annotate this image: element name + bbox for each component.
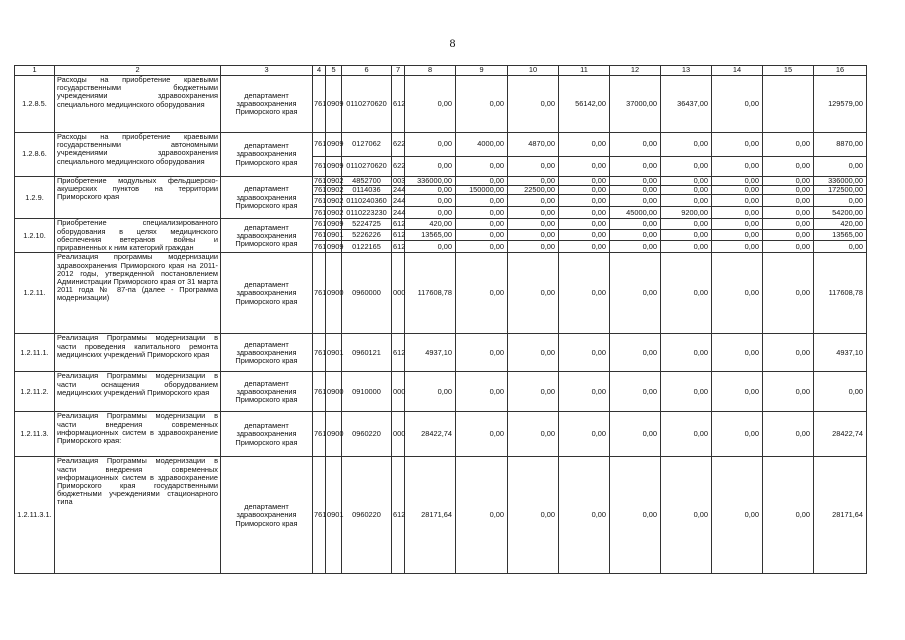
table-row	[15, 334, 867, 372]
amount-cell: 45000,00	[610, 207, 661, 219]
amount-cell: 0,00	[610, 412, 661, 457]
target-article-code: 0110270620	[342, 76, 392, 133]
ministry-code: 761	[313, 195, 326, 207]
target-article-code: 0910000	[342, 372, 392, 412]
amount-cell: 0,00	[661, 157, 712, 177]
target-article-code: 5226226	[342, 230, 392, 241]
ministry-code: 761	[313, 334, 326, 372]
amount-cell: 0,00	[405, 372, 456, 412]
section-code: 0902	[326, 195, 342, 207]
amount-cell: 150000,00	[456, 186, 508, 195]
amount-cell: 117608,78	[814, 253, 867, 334]
amount-cell: 54200,00	[814, 207, 867, 219]
table-row	[15, 412, 867, 457]
amount-cell: 0,00	[763, 207, 814, 219]
expense-type-code: 003	[393, 176, 406, 185]
amount-cell: 0,00	[712, 241, 763, 253]
expense-type-code: 622	[392, 133, 405, 157]
amount-cell: 0,00	[712, 457, 763, 574]
amount-cell: 0,00	[456, 76, 508, 133]
amount-cell: 0,00	[814, 157, 867, 177]
item-code: 1.2.8.6.	[15, 133, 55, 177]
budget-table	[14, 65, 867, 574]
amount-cell: 0,00	[712, 412, 763, 457]
amount-cell: 9200,00	[661, 207, 712, 219]
amount-cell: 0,00	[763, 133, 814, 157]
table-row	[15, 457, 867, 574]
target-article-code: 0960220	[342, 412, 392, 457]
amount-cell: 0,00	[712, 76, 763, 133]
expense-type-code: 612	[393, 219, 406, 229]
amount-cell: 0,00	[712, 334, 763, 372]
expense-type-code: 244	[393, 185, 406, 195]
expense-type-code: 622	[392, 157, 405, 177]
item-code: 1.2.11.3.	[15, 412, 55, 457]
amount-cell: 0,00	[763, 219, 814, 230]
col-header: 12	[610, 66, 661, 76]
amount-cell: 0,00	[610, 241, 661, 253]
amount-cell: 0,00	[508, 372, 559, 412]
amount-cell: 336000,00	[814, 177, 867, 186]
amount-cell: 0,00	[559, 219, 610, 230]
item-code: 1.2.9.	[15, 177, 55, 219]
amount-cell: 28171,64	[405, 457, 456, 574]
amount-cell: 0,00	[559, 133, 610, 157]
amount-cell: 0,00	[661, 219, 712, 230]
responsible-department: департамент здравоохранения Приморского края	[221, 412, 313, 457]
amount-cell: 0,00	[559, 186, 610, 195]
responsible-department: департамент здравоохранения Приморского края	[221, 219, 313, 253]
amount-cell: 13565,00	[405, 230, 456, 241]
amount-cell: 0,00	[763, 186, 814, 195]
amount-cell: 0,00	[661, 133, 712, 157]
responsible-department: департамент здравоохранения Приморского края	[221, 372, 313, 412]
item-code: 1.2.11.3.1.	[15, 457, 55, 574]
amount-cell: 0,00	[405, 76, 456, 133]
item-description: Расходы на приобретение краевыми государственными автономными учреждениями здравоохранения специального медицинского оборудования	[55, 133, 221, 177]
amount-cell: 0,00	[559, 241, 610, 253]
item-description: Приобретение специализированного оборудования в целях медицинского обеспечения ветеранов войны и приравненных к ним категорий граждан	[55, 219, 221, 253]
amount-cell: 0,00	[712, 219, 763, 230]
item-code: 1.2.11.	[15, 253, 55, 334]
section-code: 0902	[327, 185, 344, 195]
amount-cell: 0,00	[508, 177, 559, 186]
ministry-code: 761	[313, 207, 326, 219]
target-article-code: 4852700	[342, 177, 392, 186]
col-header: 4	[313, 66, 326, 76]
table-row	[15, 372, 867, 412]
amount-cell: 0,00	[405, 157, 456, 177]
amount-cell: 0,00	[763, 334, 814, 372]
amount-cell: 0,00	[763, 157, 814, 177]
col-header: 8	[405, 66, 456, 76]
amount-cell: 0,00	[559, 207, 610, 219]
ministry-code: 761	[313, 157, 326, 177]
section-code: 0900	[326, 372, 342, 412]
item-description: Реализация Программы модернизации в части внедрения современных информационных систем в здравоохранение Приморского края государственными бюджетными учреждениями стационарного типа	[55, 457, 221, 574]
section-code: 0909	[326, 76, 342, 133]
expense-type-code: 000	[392, 253, 405, 334]
item-description: Реализация программы модернизации здравоохранения Приморского края на 2011- 2012 годы, утвержденной постановлением Администрации Приморского края от 31 марта 2011 года № 87-па (далее - Программа модернизации)	[55, 253, 221, 334]
section-code: 0909	[327, 219, 344, 229]
col-header: 5	[326, 66, 342, 76]
target-article-code: 0960220	[342, 457, 392, 574]
amount-cell: 0,00	[508, 457, 559, 574]
amount-cell: 28422,74	[405, 412, 456, 457]
col-header: 14	[712, 66, 763, 76]
amount-cell: 0,00	[661, 195, 712, 207]
amount-cell: 28171,64	[814, 457, 867, 574]
amount-cell: 0,00	[559, 157, 610, 177]
amount-cell: 0,00	[559, 372, 610, 412]
amount-cell: 0,00	[712, 133, 763, 157]
amount-cell: 0,00	[610, 372, 661, 412]
amount-cell: 0,00	[712, 186, 763, 195]
amount-cell: 0,00	[712, 177, 763, 186]
ministry-code: 761	[313, 253, 326, 334]
amount-cell: 0,00	[456, 412, 508, 457]
amount-cell	[763, 76, 814, 133]
section-code: 0900	[326, 412, 342, 457]
amount-cell: 0,00	[405, 133, 456, 157]
target-article-code: 0110223230	[342, 207, 392, 219]
amount-cell: 129579,00	[814, 76, 867, 133]
amount-cell: 0,00	[456, 372, 508, 412]
amount-cell: 0,00	[610, 177, 661, 186]
amount-cell: 420,00	[405, 219, 456, 230]
col-header: 10	[508, 66, 559, 76]
col-header: 11	[559, 66, 610, 76]
ministry-code: 761	[313, 133, 326, 157]
amount-cell: 0,00	[405, 207, 456, 219]
responsible-department: департамент здравоохранения Приморского края	[221, 457, 313, 574]
amount-cell: 0,00	[456, 230, 508, 241]
target-article-code: 0960000	[342, 253, 392, 334]
responsible-department: департамент здравоохранения Приморского края	[221, 177, 313, 219]
amount-cell: 0,00	[763, 241, 814, 253]
responsible-department: департамент здравоохранения Приморского края	[221, 253, 313, 334]
amount-cell: 0,00	[661, 334, 712, 372]
amount-cell: 13565,00	[814, 230, 867, 241]
amount-cell: 0,00	[610, 230, 661, 241]
amount-cell: 0,00	[559, 457, 610, 574]
amount-cell: 0,00	[559, 412, 610, 457]
ministry-code: 761	[313, 412, 326, 457]
amount-cell: 0,00	[814, 372, 867, 412]
amount-cell: 0,00	[661, 177, 712, 186]
amount-cell: 0,00	[763, 372, 814, 412]
amount-cell: 0,00	[456, 334, 508, 372]
amount-cell: 420,00	[814, 219, 867, 230]
amount-cell: 0,00	[661, 186, 712, 195]
amount-cell: 8870,00	[814, 133, 867, 157]
section-code: 0901	[326, 457, 342, 574]
amount-cell: 0,00	[763, 412, 814, 457]
amount-cell: 0,00	[610, 133, 661, 157]
amount-cell: 0,00	[456, 253, 508, 334]
col-header: 15	[763, 66, 814, 76]
amount-cell: 117608,78	[405, 253, 456, 334]
col-header: 6	[342, 66, 392, 76]
amount-cell: 0,00	[559, 253, 610, 334]
amount-cell: 37000,00	[610, 76, 661, 133]
item-code: 1.2.11.2.	[15, 372, 55, 412]
amount-cell: 0,00	[712, 195, 763, 207]
page-number: 8	[449, 36, 456, 50]
amount-cell: 0,00	[559, 334, 610, 372]
target-article-code: 0127062	[342, 133, 392, 157]
table-row	[15, 253, 867, 334]
amount-cell: 0,00	[456, 195, 508, 207]
target-article-code: 0960121	[342, 334, 392, 372]
target-article-code: 0114036	[342, 186, 392, 195]
table-row	[15, 133, 867, 157]
amount-cell: 0,00	[661, 412, 712, 457]
amount-cell: 0,00	[661, 457, 712, 574]
amount-cell: 0,00	[610, 186, 661, 195]
amount-cell: 0,00	[763, 457, 814, 574]
ministry-code: 761	[314, 176, 327, 185]
responsible-department: департамент здравоохранения Приморского края	[221, 334, 313, 372]
amount-cell: 4870,00	[508, 133, 559, 157]
section-code: 0902	[326, 207, 342, 219]
amount-cell: 0,00	[508, 253, 559, 334]
amount-cell: 0,00	[610, 334, 661, 372]
expense-type-code: 244	[392, 195, 405, 207]
amount-cell: 172500,00	[814, 186, 867, 195]
amount-cell: 4937,10	[814, 334, 867, 372]
expense-type-code: 612	[392, 457, 405, 574]
item-code: 1.2.10.	[15, 219, 55, 253]
amount-cell: 0,00	[456, 177, 508, 186]
amount-cell: 36437,00	[661, 76, 712, 133]
amount-cell: 0,00	[456, 157, 508, 177]
amount-cell: 0,00	[508, 412, 559, 457]
col-header: 3	[221, 66, 313, 76]
section-code: 0902	[327, 176, 344, 185]
expense-type-code: 612	[393, 230, 406, 240]
item-description: Реализация Программы модернизации в части оснащения оборудованием медицинских учреждений Приморского края	[55, 372, 221, 412]
amount-cell: 0,00	[559, 230, 610, 241]
item-description: Приобретение модульных фельдшерско-акушерских пунктов на территории Приморского края	[55, 177, 221, 219]
col-header: 13	[661, 66, 712, 76]
amount-cell: 22500,00	[508, 186, 559, 195]
item-description: Реализация Программы модернизации в части внедрения современных информационных систем в здравоохранение Приморского края:	[55, 412, 221, 457]
amount-cell: 0,00	[508, 219, 559, 230]
col-header: 1	[15, 66, 55, 76]
table-row	[15, 76, 867, 133]
amount-cell: 56142,00	[559, 76, 610, 133]
amount-cell: 336000,00	[405, 177, 456, 186]
table-row	[15, 219, 867, 230]
item-description: Реализация Программы модернизации в части проведения капитального ремонта медицинских учреждений Приморского края	[55, 334, 221, 372]
col-header: 7	[392, 66, 405, 76]
expense-type-code: 612	[392, 334, 405, 372]
amount-cell: 28422,74	[814, 412, 867, 457]
amount-cell: 0,00	[405, 241, 456, 253]
ministry-code: 761	[313, 241, 326, 253]
ministry-code: 761	[314, 219, 327, 229]
amount-cell: 0,00	[763, 253, 814, 334]
amount-cell: 0,00	[712, 253, 763, 334]
amount-cell: 0,00	[508, 157, 559, 177]
amount-cell: 0,00	[763, 177, 814, 186]
section-code: 0909	[326, 157, 342, 177]
amount-cell: 0,00	[508, 230, 559, 241]
ministry-code: 761	[314, 185, 327, 195]
responsible-department: департамент здравоохранения Приморского края	[221, 76, 313, 133]
ministry-code: 761	[314, 230, 327, 240]
target-article-code: 5224725	[342, 219, 392, 230]
amount-cell: 4000,00	[456, 133, 508, 157]
target-article-code: 0110270620	[342, 157, 392, 177]
item-code: 1.2.8.5.	[15, 76, 55, 133]
amount-cell: 0,00	[508, 334, 559, 372]
section-code: 0900	[326, 253, 342, 334]
amount-cell: 0,00	[712, 157, 763, 177]
col-header: 16	[814, 66, 867, 76]
amount-cell: 0,00	[559, 195, 610, 207]
amount-cell: 0,00	[661, 230, 712, 241]
expense-type-code: 000	[392, 372, 405, 412]
amount-cell: 0,00	[456, 457, 508, 574]
amount-cell: 0,00	[508, 195, 559, 207]
expense-type-code: 612	[392, 241, 405, 253]
amount-cell: 0,00	[610, 457, 661, 574]
amount-cell: 0,00	[661, 253, 712, 334]
amount-cell: 0,00	[610, 219, 661, 230]
amount-cell: 0,00	[610, 157, 661, 177]
expense-type-code: 000	[392, 412, 405, 457]
expense-type-code: 244	[392, 207, 405, 219]
item-description: Расходы на приобретение краевыми государственными бюджетными учреждениями здравоохранения специального медицинского оборудования	[55, 76, 221, 133]
ministry-code: 761	[313, 457, 326, 574]
section-code: 0901	[326, 334, 342, 372]
amount-cell: 0,00	[661, 241, 712, 253]
responsible-department: департамент здравоохранения Приморского края	[221, 133, 313, 177]
amount-cell: 0,00	[814, 241, 867, 253]
ministry-code: 761	[313, 372, 326, 412]
target-article-code: 0122165	[342, 241, 392, 253]
section-code: 0909	[326, 241, 342, 253]
ministry-code: 761	[313, 76, 326, 133]
amount-cell: 0,00	[610, 253, 661, 334]
amount-cell: 0,00	[456, 219, 508, 230]
col-header: 9	[456, 66, 508, 76]
amount-cell: 0,00	[456, 207, 508, 219]
amount-cell: 0,00	[763, 230, 814, 241]
amount-cell: 0,00	[610, 195, 661, 207]
column-number-row	[15, 66, 867, 76]
amount-cell: 0,00	[508, 241, 559, 253]
amount-cell: 0,00	[405, 195, 456, 207]
amount-cell: 0,00	[661, 372, 712, 412]
amount-cell: 0,00	[712, 207, 763, 219]
amount-cell: 0,00	[405, 186, 456, 195]
amount-cell: 0,00	[814, 195, 867, 207]
amount-cell: 4937,10	[405, 334, 456, 372]
amount-cell: 0,00	[712, 230, 763, 241]
target-article-code: 0110240360	[342, 195, 392, 207]
section-code: 0909	[326, 133, 342, 157]
col-header: 2	[55, 66, 221, 76]
item-code: 1.2.11.1.	[15, 334, 55, 372]
section-code: 0901	[327, 230, 344, 240]
amount-cell: 0,00	[763, 195, 814, 207]
expense-type-code: 612	[392, 76, 405, 133]
amount-cell: 0,00	[712, 372, 763, 412]
amount-cell: 0,00	[508, 207, 559, 219]
amount-cell: 0,00	[559, 177, 610, 186]
amount-cell: 0,00	[456, 241, 508, 253]
amount-cell: 0,00	[508, 76, 559, 133]
